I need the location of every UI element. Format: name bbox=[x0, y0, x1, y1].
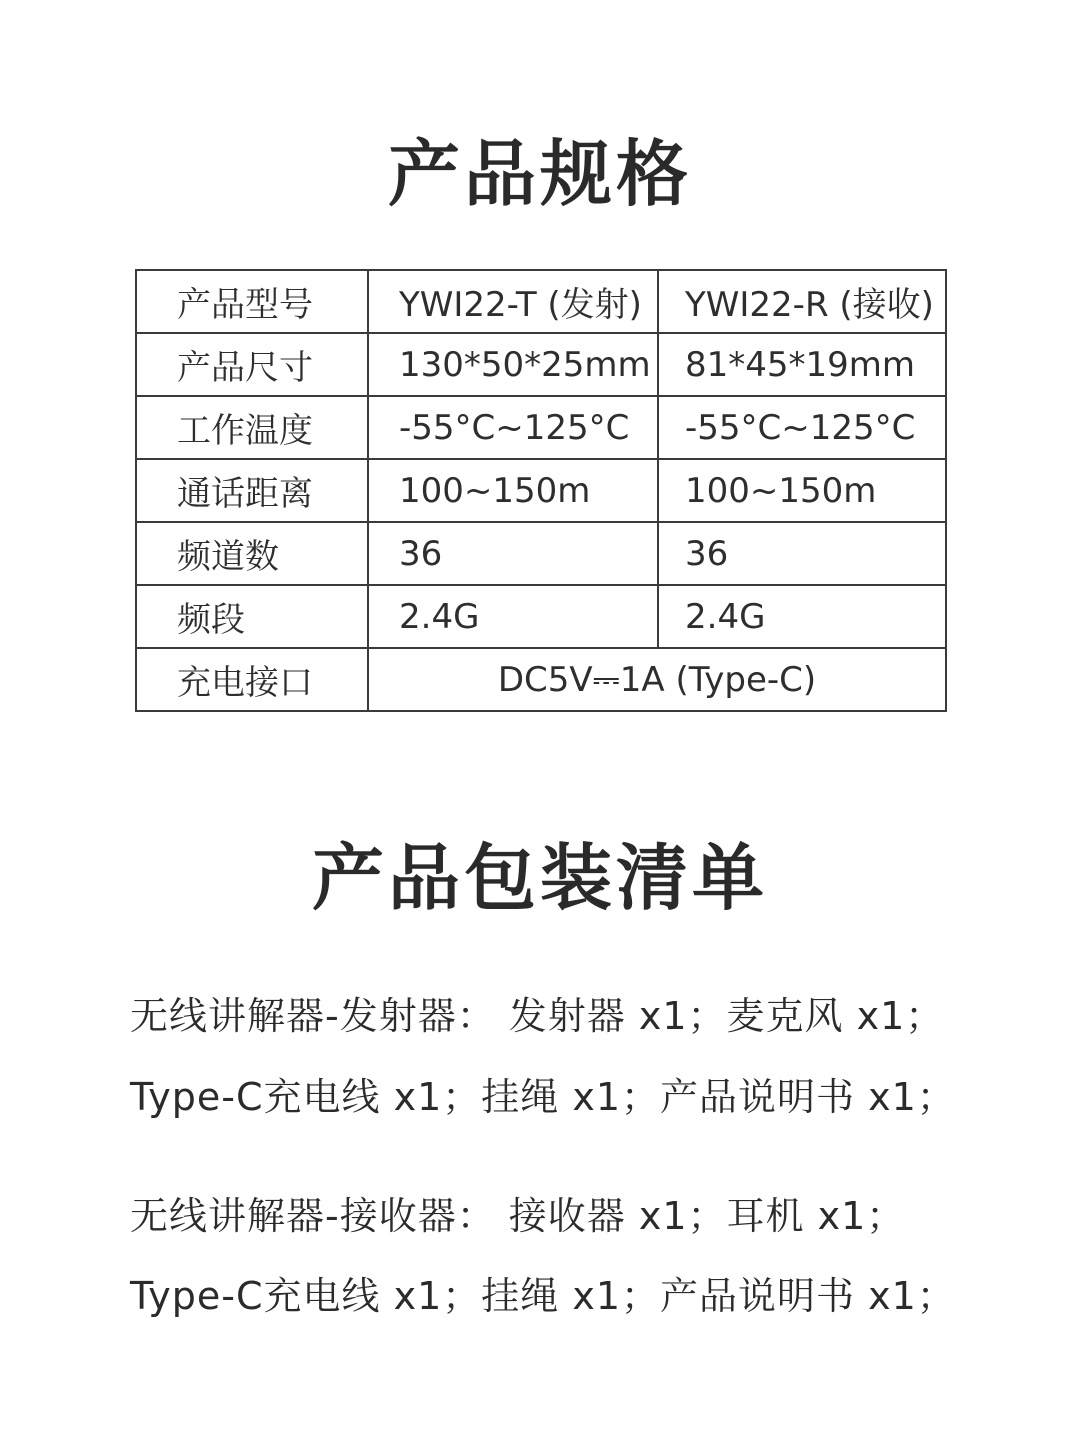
spec-value-transmitter: 100~150m bbox=[368, 459, 658, 522]
spec-value-receiver: YWI22-R (接收) bbox=[658, 270, 946, 333]
spec-value-receiver: 100~150m bbox=[658, 459, 946, 522]
packing-section-title: 产品包装清单 bbox=[311, 836, 768, 920]
spec-label-temperature: 工作温度 bbox=[136, 396, 368, 459]
table-row bbox=[136, 585, 946, 648]
packing-transmitter-line-1: 无线讲解器-发射器： 发射器 x1；麦克风 x1； bbox=[130, 994, 945, 1038]
spec-value-receiver: 2.4G bbox=[658, 585, 946, 648]
spec-label-model: 产品型号 bbox=[136, 270, 368, 333]
spec-value-transmitter: YWI22-T (发射) bbox=[368, 270, 658, 333]
spec-value-receiver: 36 bbox=[658, 522, 946, 585]
packing-transmitter-line-2: Type-C充电线 x1；挂绳 x1；产品说明书 x1； bbox=[130, 1075, 956, 1119]
spec-label-charging: 充电接口 bbox=[136, 648, 368, 711]
table-row bbox=[136, 333, 946, 396]
table-row bbox=[136, 396, 946, 459]
spec-label-band: 频段 bbox=[136, 585, 368, 648]
spec-value-charging: DC5V⎓1A (Type-C) bbox=[368, 648, 946, 711]
spec-value-receiver: 81*45*19mm bbox=[658, 333, 946, 396]
spec-section-title: 产品规格 bbox=[387, 132, 692, 216]
packing-receiver-line-2: Type-C充电线 x1；挂绳 x1；产品说明书 x1； bbox=[130, 1274, 956, 1318]
spec-label-channels: 频道数 bbox=[136, 522, 368, 585]
spec-value-receiver: -55°C~125°C bbox=[658, 396, 946, 459]
table-row bbox=[136, 459, 946, 522]
spec-value-transmitter: -55°C~125°C bbox=[368, 396, 658, 459]
spec-label-size: 产品尺寸 bbox=[136, 333, 368, 396]
spec-value-transmitter: 2.4G bbox=[368, 585, 658, 648]
spec-value-transmitter: 130*50*25mm bbox=[368, 333, 658, 396]
table-row bbox=[136, 648, 946, 711]
spec-value-transmitter: 36 bbox=[368, 522, 658, 585]
table-row bbox=[136, 270, 946, 333]
spec-table bbox=[135, 269, 947, 712]
packing-receiver-line-1: 无线讲解器-接收器： 接收器 x1；耳机 x1； bbox=[130, 1194, 906, 1238]
spec-label-range: 通话距离 bbox=[136, 459, 368, 522]
table-row bbox=[136, 522, 946, 585]
